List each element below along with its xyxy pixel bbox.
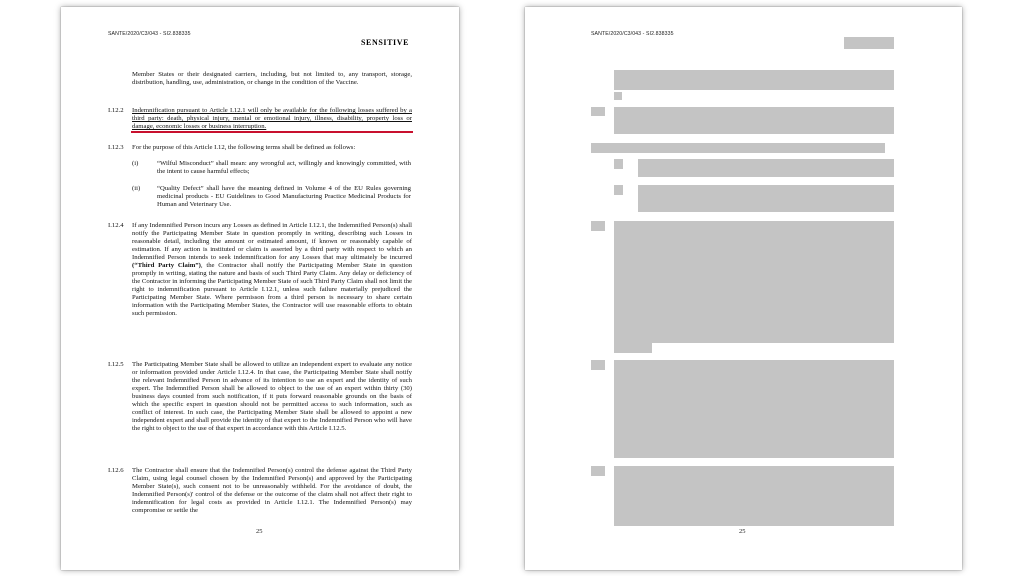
redaction-block (614, 125, 894, 134)
redaction-block (638, 159, 894, 177)
redaction-block (614, 185, 623, 195)
clause-text: For the purpose of this Article I.12, the following terms shall be defined as follows: (132, 144, 356, 151)
redaction-block (591, 221, 605, 231)
clause-number: I.12.5 (108, 361, 124, 368)
clause-number: I.12.6 (108, 467, 124, 474)
page-number: 25 (256, 528, 263, 535)
subclause-text: “Wilful Misconduct” shall mean: any wrongful act, willingly and knowingly committed, with the intent to cause harmful effects; (157, 160, 411, 175)
clause-number: I.12.2 (108, 107, 124, 114)
document-reference: SANTE/2020/C3/043 - SI2.838335 (591, 31, 674, 37)
intro-paragraph: Member States or their designated carriers, including, but not limited to, any transport, storage, distribution, handling, use, administration, or change in the condition of the Vaccine. (132, 71, 412, 86)
subclause-number: (i) (132, 160, 139, 167)
clause-text: If any Indemnified Person incurs any Losses as defined in Article I.12.1, the Indemnified Person(s) shall notify the Participating Member State in question promptly in writing, describing such Losses in reasonable detail, including the amount or estimated amount, if known or reasonably capable of estimation. If any action is instituted or claim is asserted by a third party with respect to which an Indemnified Person intends to seek indemnification for any Losses that may ultimately be incurred (“Third Party Claim”), the Contractor shall notify the Participating Member State in question promptly in writing, stating the nature and basis of such Third Party Claim. Any delay or deficiency of the Contractor in informing the Participating Member State of such Third Party Claim shall not limit the right to indemnification pursuant to Article I.12.1, unless such failure materially prejudiced the Participating Member State. Where permisson from a third person is necessary to share certain information with the Participating Member States, the Contractor will use reasonable efforts to obtain such permission. (132, 222, 413, 317)
redaction-block (614, 221, 894, 343)
redaction-block (614, 466, 894, 526)
document-page-left (61, 7, 459, 570)
highlight-underline (131, 131, 413, 133)
redaction-block (591, 360, 605, 370)
subclause-text: “Quality Defect” shall have the meaning defined in Volume 4 of the EU Rules governing medicinal products - EU Guidelines to Good Manufacturing Practice Medicinal Products for Human and Veterinary Use. (157, 185, 411, 208)
clause-number: I.12.3 (108, 144, 124, 151)
clause-text: The Participating Member State shall be allowed to utilize an independent expert to evaluate any notice or information provided under Article I.12.4. In that case, the Participating Member State shall notify the relevant Indemnified Person in advance of its intention to use an expert and the identity of such expert. The Indemnified Person shall be allowed to object to the use of an expert within thirty (30) business days counted from such notification, if it puts forward reasonable grounds on the basis of which the specific expert in question should not be permitted access to such information, such as conflict of interest. In such case, the Participating Member State shall be allowed to appoint a new independent expert and shall provide the identity of that expert to the Indemnified Person who will have the right to object to the use of that expert in accordance with this Article I.12.5. (132, 361, 412, 432)
document-page-right-redacted (525, 7, 962, 570)
redaction-block (591, 143, 885, 153)
page-number: 25 (739, 528, 746, 535)
redaction-block (844, 37, 894, 49)
clause-number: I.12.4 (108, 222, 124, 229)
redaction-block (614, 92, 622, 100)
redaction-block (614, 343, 652, 353)
redaction-block (638, 185, 894, 212)
redaction-block (614, 70, 894, 90)
classification-label: SENSITIVE (361, 38, 410, 47)
redaction-block (591, 466, 605, 476)
redaction-block (614, 360, 894, 458)
document-reference: SANTE/2020/C3/043 - SI2.838335 (108, 31, 191, 37)
clause-text: The Contractor shall ensure that the Indemnified Person(s) control the defense against the Third Party Claim, using legal counsel chosen by the Indemnified Person(s) and approved by the Participating Member State(s), such consent not to be unreasonably withheld. For the avoidance of doubt, the Indemnified Person(s)' control of the defense or the outcome of the claim shall not affect their right to indemnification for legal costs as provided in Article I.12.1. The Indemnified Person(s) may compromise or settle the (132, 467, 412, 514)
redaction-block (614, 107, 894, 125)
clause-text-highlighted: Indemnification pursuant to Article I.12.1 will only be available for the following losses suffered by a third party: death, physical injury, mental or emotional injury, illness, disability, property loss or damage, economic losses or business interruption. (132, 107, 412, 130)
defined-term: (“Third Party Claim”) (132, 262, 201, 269)
subclause-number: (ii) (132, 185, 141, 192)
redaction-block (591, 107, 605, 116)
redaction-block (614, 159, 623, 169)
